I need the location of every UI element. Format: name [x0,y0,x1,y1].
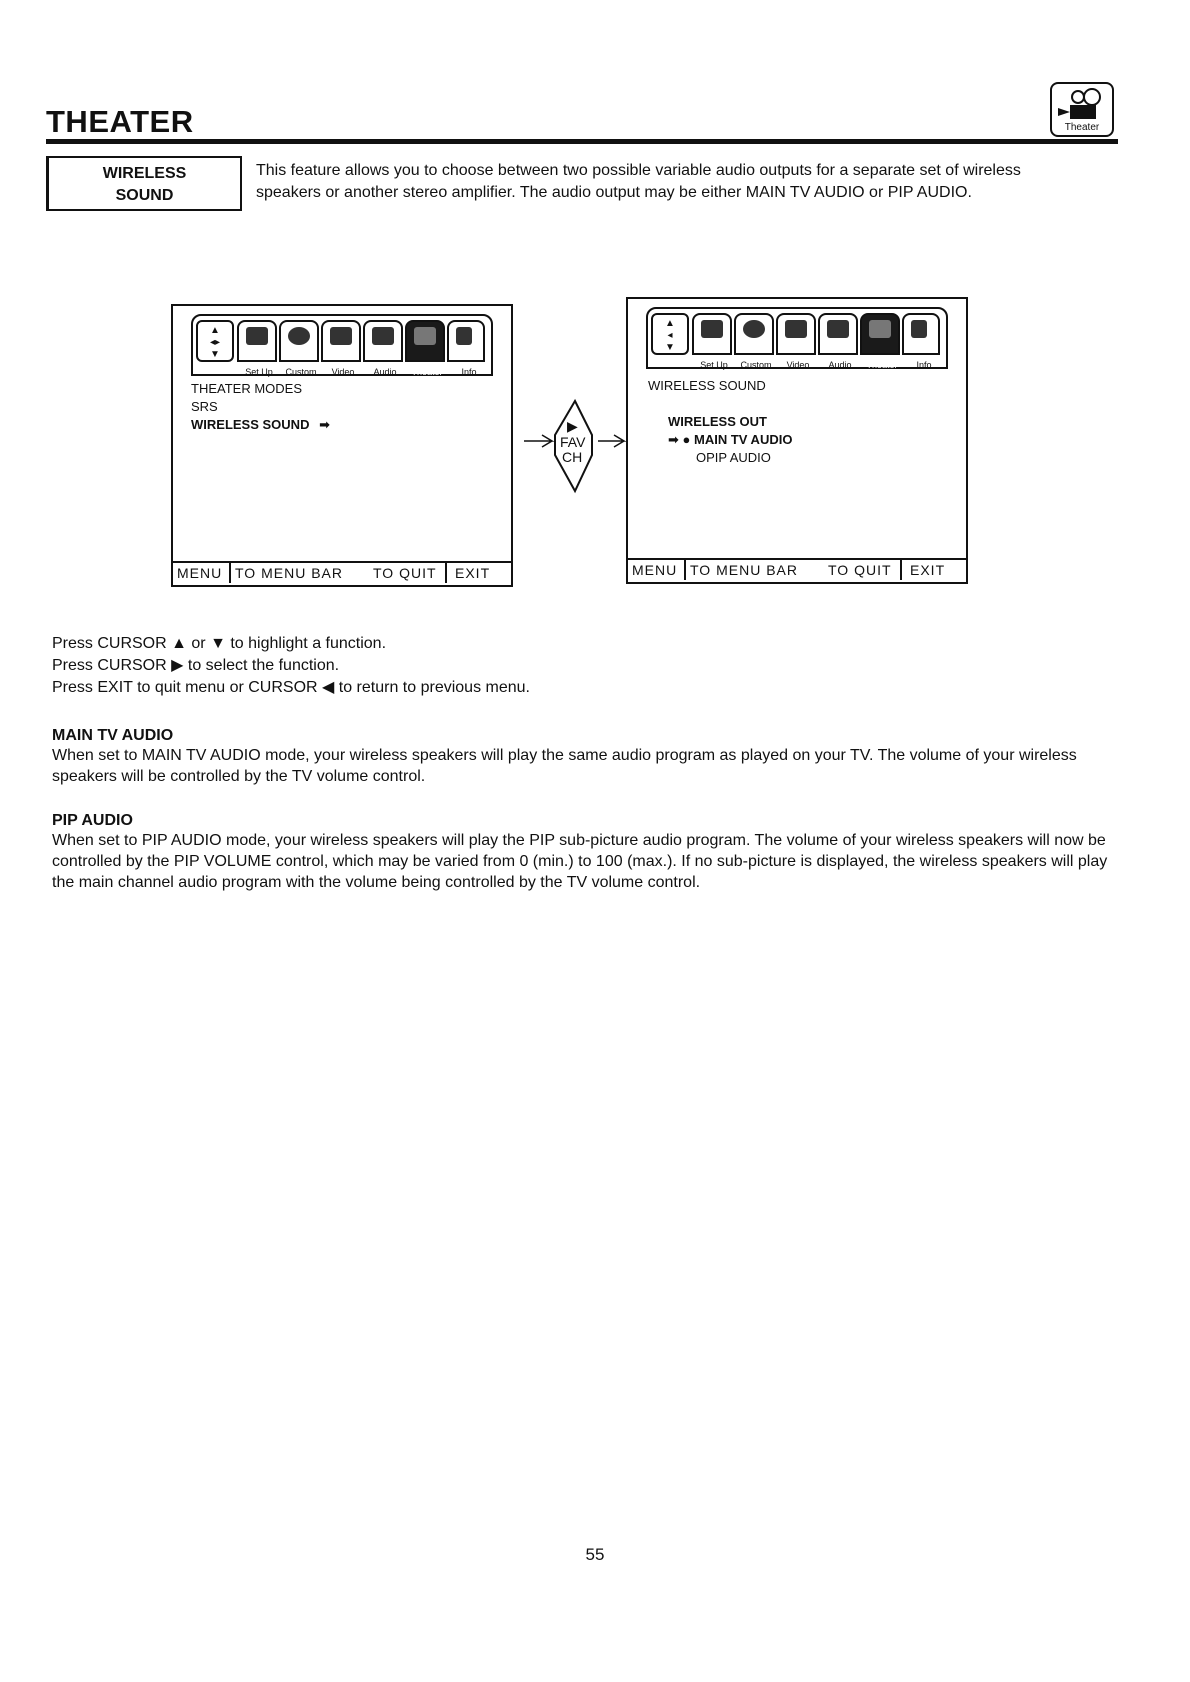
menu-screen-theater [171,304,513,587]
menu-item-theater-modes[interactable]: THEATER MODES [191,381,302,396]
menu-item-srs[interactable]: SRS [191,399,218,414]
audio-tile[interactable] [363,320,403,377]
section-pip-audio [52,812,1118,893]
setup-tile[interactable] [237,320,277,377]
menu-icon-bar-2 [646,307,948,369]
feature-description-line1: This feature allows you to choose between two possible variable audio outputs for a separate set of wireless [256,162,1021,179]
footer-to-menu-bar: TO MENU BAR [690,562,798,578]
section-heading: PIP AUDIO [52,812,133,829]
wireless-sound-label: WIRELESS SOUND [191,417,310,432]
feature-name-line1: WIRELESS [102,165,187,182]
feature-name-line2: SOUND [115,187,174,204]
info-tab-label: Info [916,360,932,370]
fav-label: FAV [560,434,586,450]
footer-menu: MENU [632,562,678,578]
instruction-line: Press CURSOR ▲ or ▼ to highlight a function. [52,635,387,652]
fav-ch-button[interactable] [520,395,630,495]
option-main-tv-audio-label: MAIN TV AUDIO [693,432,793,447]
footer-to-quit: TO QUIT [828,562,892,578]
video-tab-label: Video [331,367,355,377]
footer-to-quit: TO QUIT [373,565,437,581]
audio-tab-label: Audio [373,367,397,377]
page-title: THEATER [46,104,194,139]
setup-tab-label: Set Up [245,367,273,377]
ch-label: CH [562,449,583,465]
video-tile[interactable] [776,313,816,370]
info-tile[interactable] [902,313,940,370]
page-number: 55 [585,1545,605,1564]
theater-camera-icon [1050,82,1114,137]
theater-tab-label: Theater [411,367,443,377]
selected-arrow-icon: ➡ [319,417,330,432]
section-heading: MAIN TV AUDIO [52,727,174,744]
custom-tile[interactable] [279,320,319,377]
title-rule [46,139,1118,144]
feature-description [256,160,1114,204]
theater-tile[interactable] [405,320,445,377]
fav-arrow-icon: ▶ [567,418,578,434]
info-tab-label: Info [461,367,477,377]
menu-footer-bar-2 [628,558,966,582]
menu-item-wireless-sound[interactable] [191,416,330,434]
footer-to-menu-bar: TO MENU BAR [235,565,343,581]
option-pip-audio-label: PIP AUDIO [706,450,771,465]
menu-screen-wireless-sound [626,297,968,584]
selected-radio-icon: ➡ ● [668,432,691,447]
video-tile[interactable] [321,320,361,377]
footer-exit: EXIT [910,562,946,578]
info-tile[interactable] [447,320,485,377]
audio-tile[interactable] [818,313,858,370]
video-tab-label: Video [786,360,810,370]
theater-tile[interactable] [860,313,900,370]
footer-exit: EXIT [455,565,491,581]
theater-icon-label: Theater [1064,122,1100,133]
custom-tab-label: Custom [740,360,772,370]
cursor-pad-icon: ▲ ◂▸ ▼ [196,320,234,362]
option-pip-audio[interactable] [696,449,771,467]
feature-description-line2: speakers or another stereo amplifier. The audio output may be either MAIN TV AUDIO or PIP AUDIO. [256,184,972,201]
section-text: When set to PIP AUDIO mode, your wireless speakers will play the PIP sub-picture audio program. The volume of your wireless speakers will now be controlled by the PIP VOLUME control, which may be varied from 0 (min.) to 100 (max.). If no sub-picture is displayed, the wireless speakers will play the main channel audio program with the volume being controlled by the TV volume control. [52,832,1108,891]
instruction-line: Press EXIT to quit menu or CURSOR ◀ to return to previous menu. [52,679,530,696]
setup-tab-label: Set Up [700,360,728,370]
theater-tab-label: Theater [866,360,898,370]
footer-menu: MENU [177,565,223,581]
screen2-heading: WIRELESS SOUND [648,378,766,393]
wireless-out-label: WIRELESS OUT [668,414,767,429]
feature-name-box [46,156,242,211]
option-main-tv-audio[interactable] [668,431,792,449]
section-main-tv-audio [52,727,1118,787]
menu-icon-bar [191,314,493,376]
instructions [52,633,530,699]
audio-tab-label: Audio [828,360,852,370]
cursor-pad-icon: ▲ ◂ ▼ [651,313,689,355]
instruction-line: Press CURSOR ▶ to select the function. [52,657,340,674]
setup-tile[interactable] [692,313,732,370]
custom-tile[interactable] [734,313,774,370]
section-text: When set to MAIN TV AUDIO mode, your wireless speakers will play the same audio program as played on your TV. The volume of your wireless speakers will be controlled by the TV volume control. [52,747,1077,785]
unselected-radio-icon: O [696,450,707,465]
menu-footer-bar [173,561,511,585]
custom-tab-label: Custom [285,367,317,377]
